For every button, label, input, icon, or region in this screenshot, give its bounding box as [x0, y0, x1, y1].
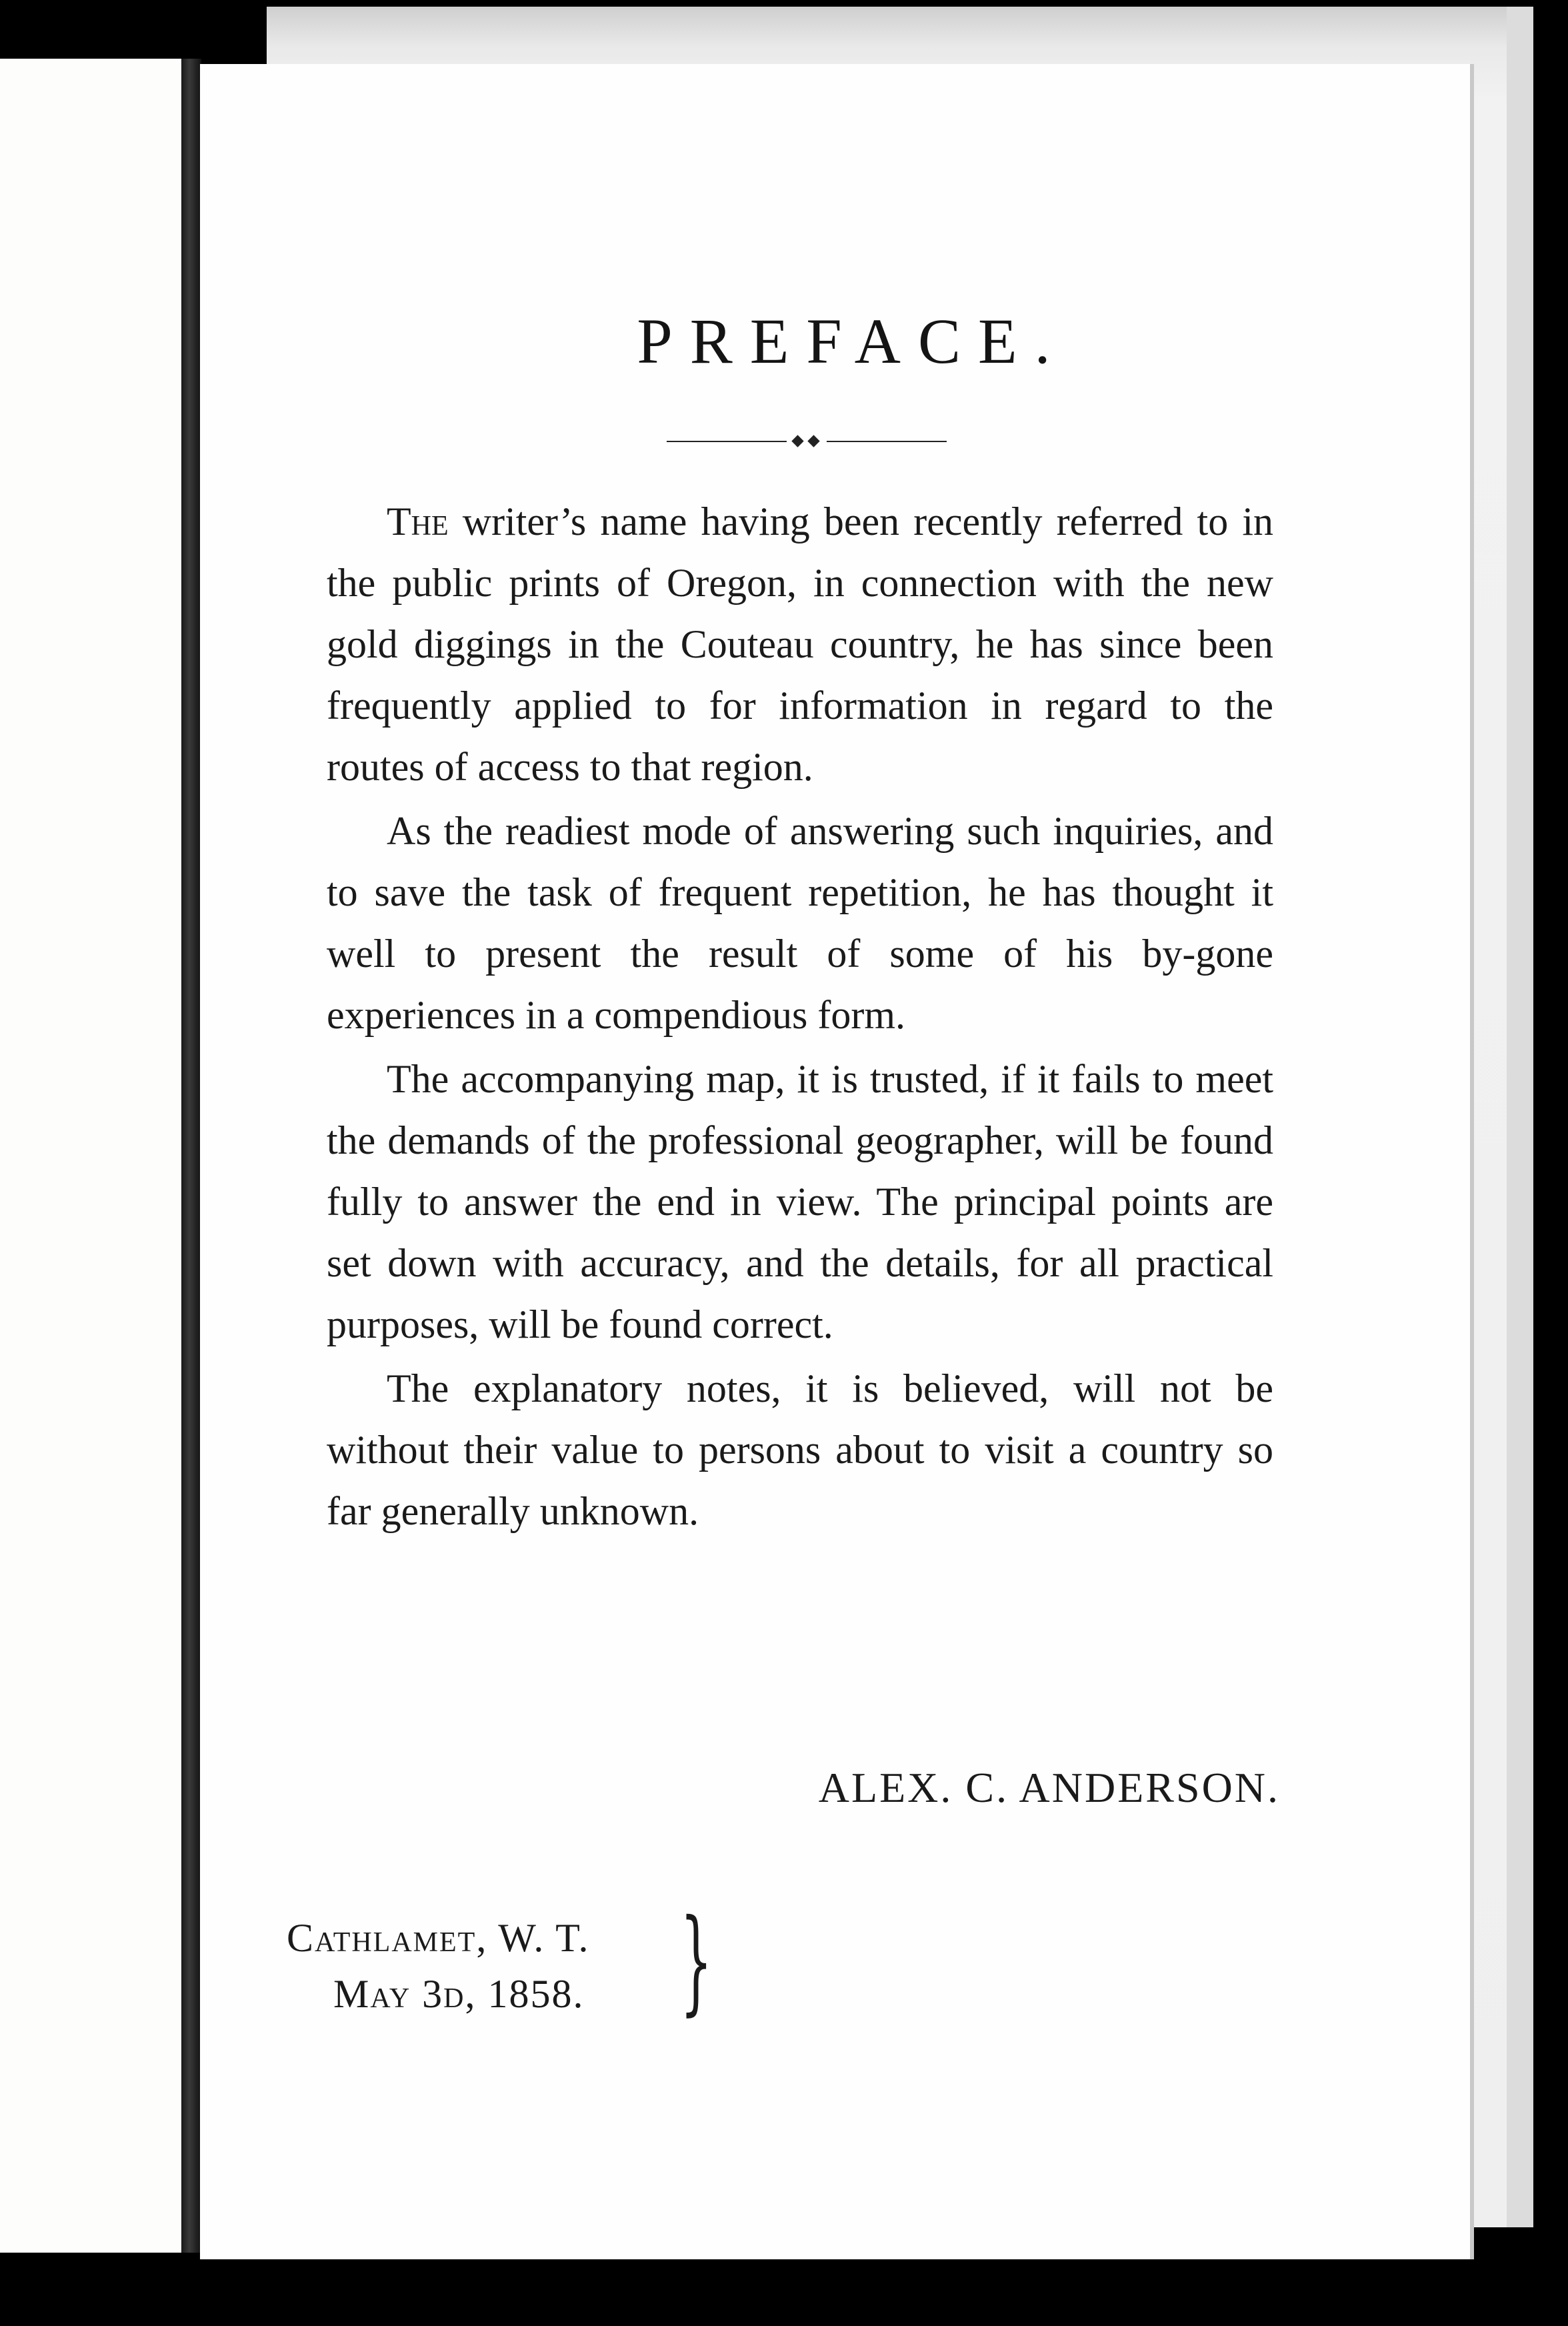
paragraph-4	[327, 1358, 1273, 1542]
page-heading: PREFACE.	[637, 305, 1068, 377]
paragraph-1	[327, 491, 1273, 798]
paragraph-text: The explanatory notes, it is believed, will not be without their value to persons about to visit a country so far generally unknown.	[327, 1366, 1273, 1533]
ornament-rule-right	[827, 441, 947, 442]
author-signature: ALEX. C. ANDERSON.	[818, 1764, 1280, 1811]
paragraph-lead: The	[387, 499, 449, 543]
ornament-diamond	[807, 435, 819, 447]
paragraph-2	[327, 800, 1273, 1046]
place-line: Cathlamet, W. T.	[287, 1916, 590, 1960]
paragraph-text: writer’s name having been recently referred to in the public prints of Oregon, in connection with the new gold diggings in the Couteau country, he has since been frequently applied to for information in regard to the routes of access to that region.	[327, 499, 1273, 789]
book-gutter	[181, 59, 201, 2253]
paragraph-text: As the readiest mode of answering such inquiries, and to save the task of frequent repetition, he has thought it well to present the result of some of his by-gone experiences in a compendious form.	[327, 809, 1273, 1037]
preface-page	[200, 64, 1470, 2259]
preface-body	[327, 491, 1273, 1544]
heading-ornament	[667, 435, 947, 448]
ornament-diamond	[791, 435, 803, 447]
place-and-date	[287, 1910, 589, 2022]
brace-mark: }	[680, 1895, 713, 2027]
paragraph-text: The accompanying map, it is trusted, if it fails to meet the demands of the professional geographer, will be found fully to answer the end in view. The principal points are set down with accuracy, and the details, for all practical purposes, will be found correct.	[327, 1057, 1273, 1346]
facing-page	[0, 59, 181, 2253]
ornament-rule-left	[667, 441, 787, 442]
paragraph-3	[327, 1048, 1273, 1355]
date-line: May 3d, 1858.	[333, 1972, 585, 2016]
